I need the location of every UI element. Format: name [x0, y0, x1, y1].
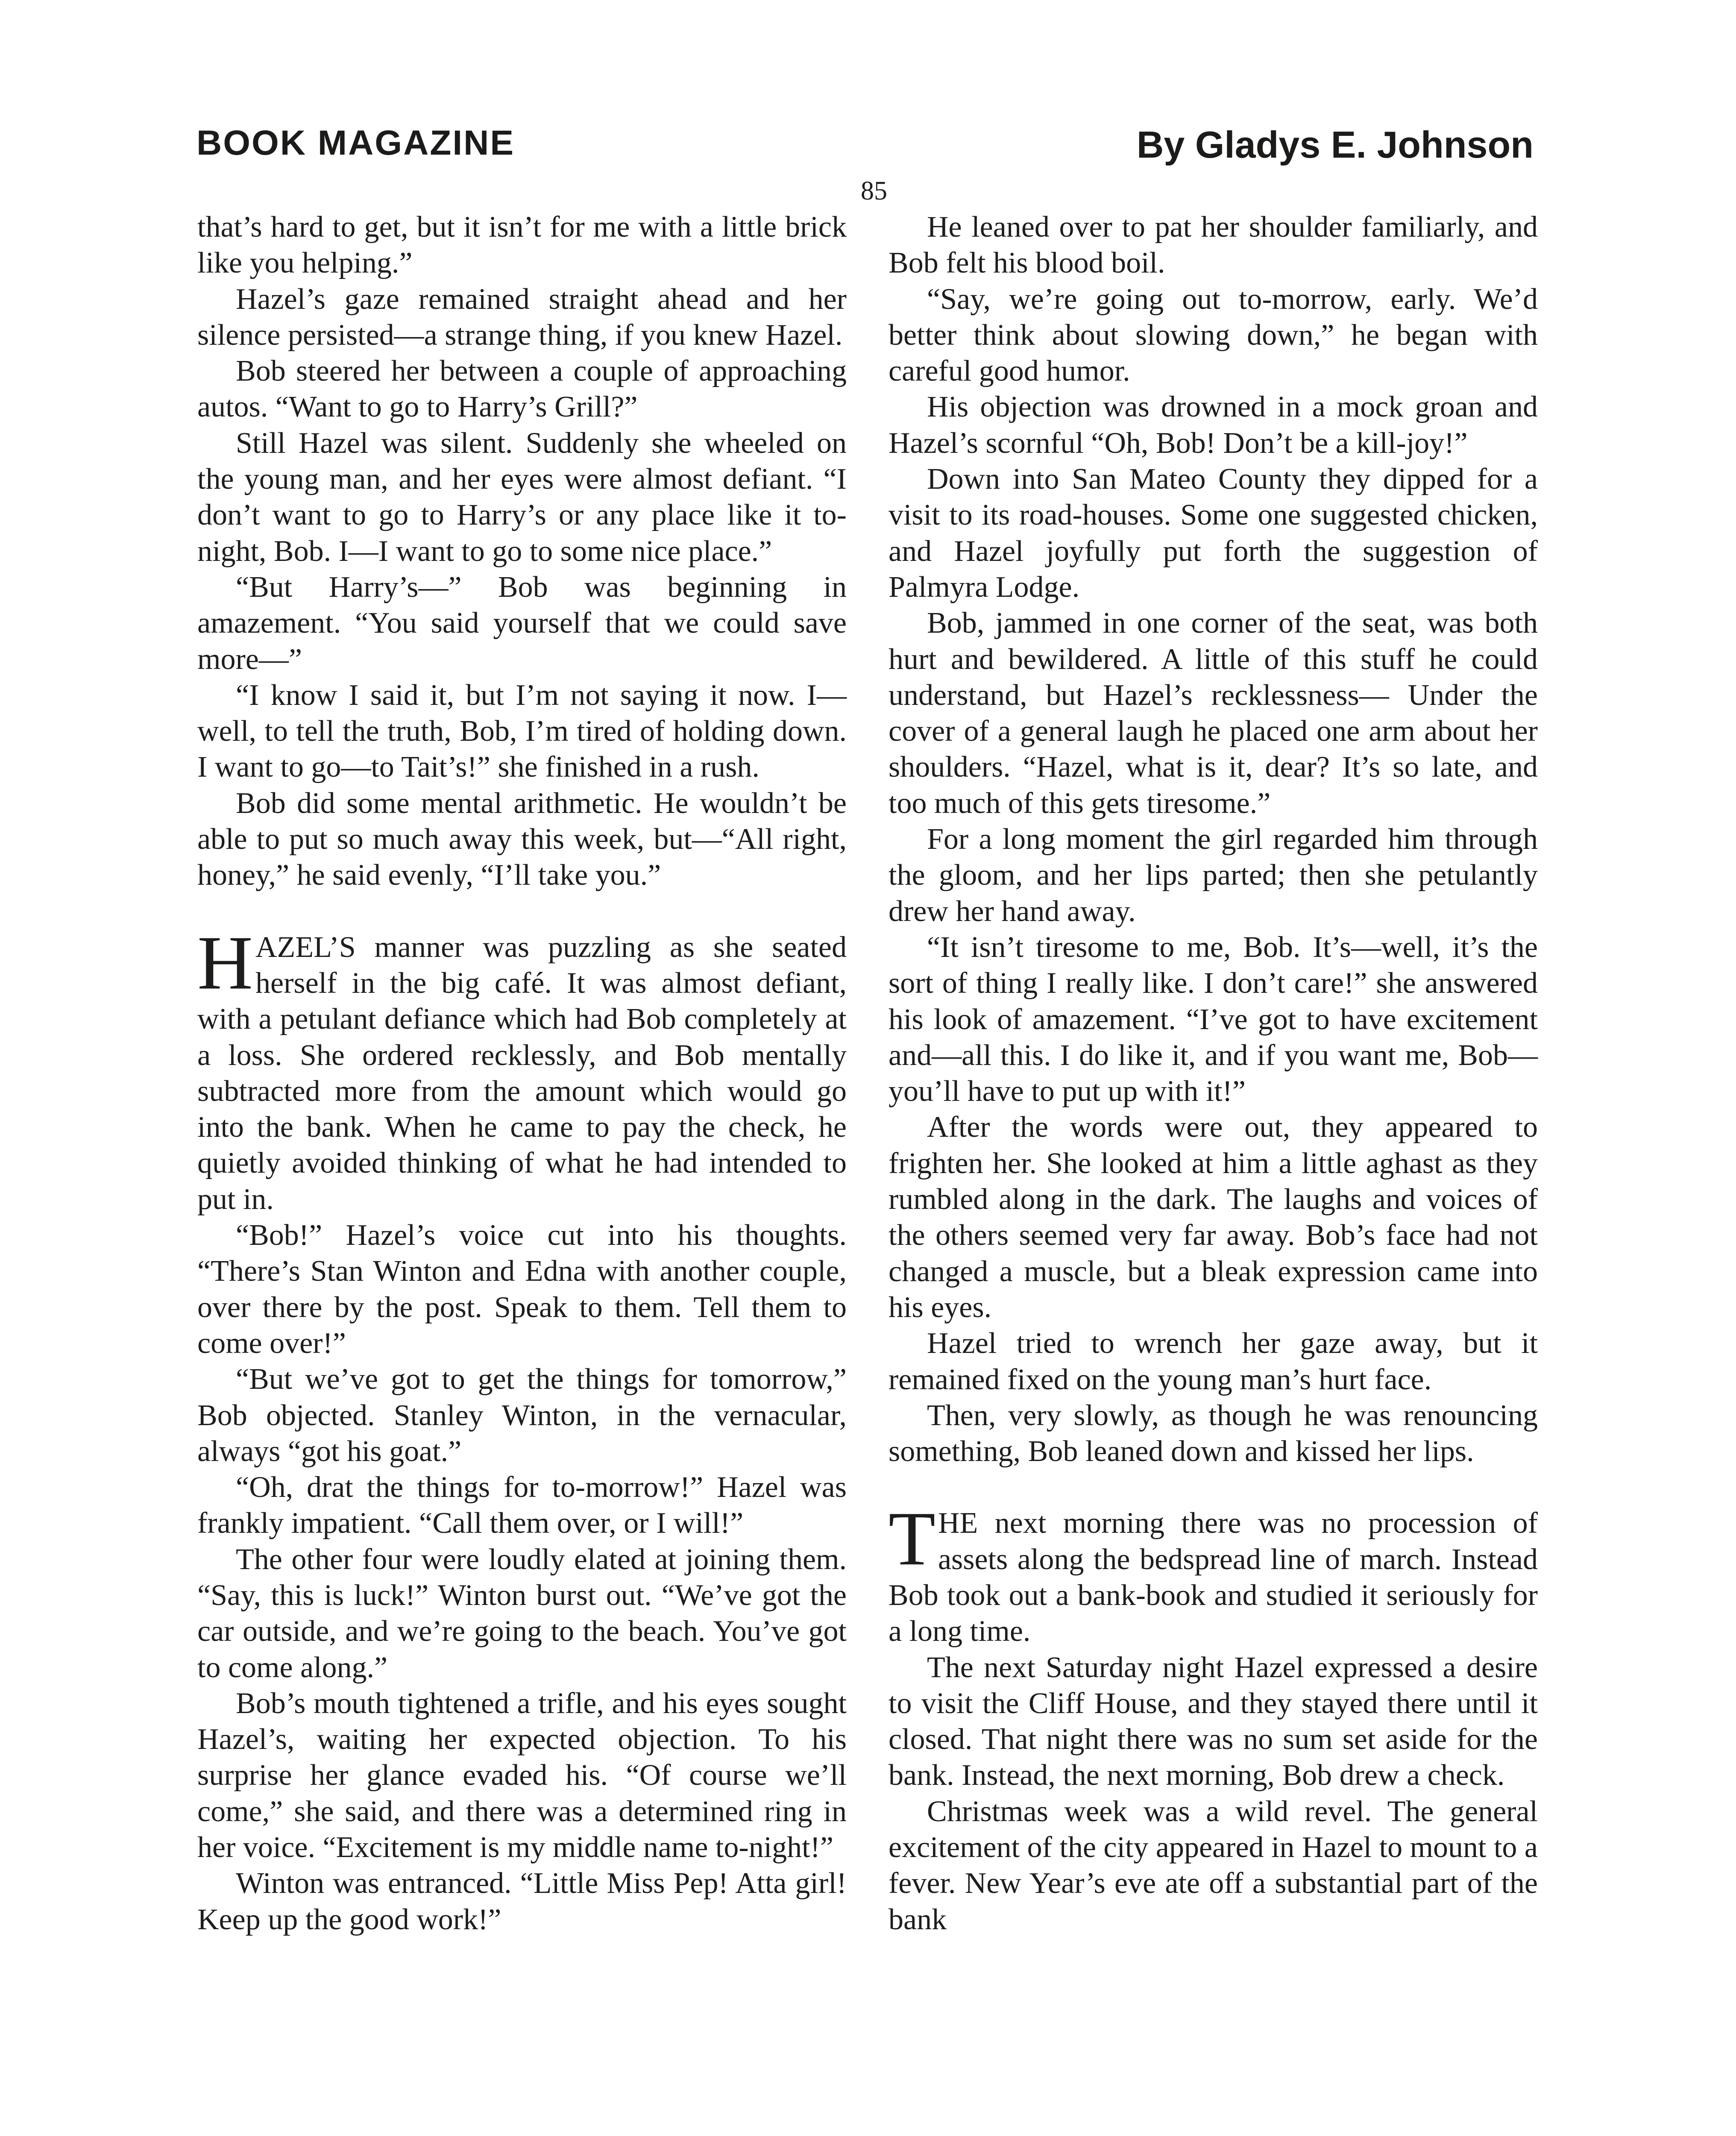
page-number: 85 [861, 176, 887, 205]
magazine-title: BOOK MAGAZINE [196, 123, 515, 162]
drop-cap: T [889, 1496, 935, 1581]
paragraph: He leaned over to pat her shoulder familiarly, and Bob felt his blood boil. [889, 211, 1538, 280]
section-opening-paragraph [889, 1496, 1538, 1649]
drop-cap: H [197, 920, 253, 1005]
right-column [889, 209, 1538, 1938]
left-column [197, 209, 847, 1938]
paragraph: “Say, we’re going out to-morrow, early. We’d better think about slowing down,” he began with careful good humor. [889, 282, 1538, 388]
paragraph: After the words were out, they appeared to frighten her. She looked at him a little aghast as they rumbled along in the dark. The laughs and voices of the others seemed very far away. Bob’s face had not changed a muscle, but a bleak expression came into his eyes. [889, 1111, 1538, 1324]
paragraph-text: HE next morning there was no procession of assets along the bedspread line of march. Instead Bob took out a bank-book and studied it seriously for a long time. [889, 1507, 1538, 1648]
paragraph: Bob did some mental arithmetic. He wouldn’t be able to put so much away this week, but—“All right, honey,” he said evenly, “I’ll take you.” [197, 786, 847, 892]
paragraph: “But Harry’s—” Bob was beginning in amazement. “You said yourself that we could save more—” [197, 570, 847, 676]
paragraph: Bob’s mouth tightened a trifle, and his eyes sought Hazel’s, waiting her expected objection. To his surprise her glance evaded his. “Of course we’ll come,” she said, and there was a determined ring in her voice. “Excitement is my middle name to-night!” [197, 1687, 847, 1864]
paragraph: “But we’ve got to get the things for tomorrow,” Bob objected. Stanley Winton, in the vernacular, always “got his goat.” [197, 1363, 847, 1468]
paragraph: “It isn’t tiresome to me, Bob. It’s—well, it’s the sort of thing I really like. I don’t care!” she answered his look of amazement. “I’ve got to have excitement and—all this. I do like it, and if you want me, Bob—you’ll have to put up with it!” [889, 930, 1538, 1108]
paragraph: Winton was entranced. “Little Miss Pep! Atta girl! Keep up the good work!” [197, 1867, 847, 1936]
paragraph: “Bob!” Hazel’s voice cut into his thoughts. “There’s Stan Winton and Edna with another couple, over there by the post. Speak to them. Tell them to come over!” [197, 1219, 847, 1360]
paragraph: The other four were loudly elated at joining them. “Say, this is luck!” Winton burst out. “We’ve got the car outside, and we’re going to the beach. You’ve got to come along.” [197, 1543, 847, 1684]
author-byline: By Gladys E. Johnson [1136, 123, 1534, 166]
paragraph: Still Hazel was silent. Suddenly she wheeled on the young man, and her eyes were almost defiant. “I don’t want to go to Harry’s or any place like it to-night, Bob. I—I want to go to some nice place.” [197, 426, 847, 568]
paragraph: Down into San Mateo County they dipped for a visit to its road-houses. Some one suggested chicken, and Hazel joyfully put forth the suggestion of Palmyra Lodge. [889, 463, 1538, 604]
paragraph: “Oh, drat the things for to-morrow!” Hazel was frankly impatient. “Call them over, or I will!” [197, 1471, 847, 1540]
paragraph: Hazel tried to wrench her gaze away, but it remained fixed on the young man’s hurt face. [889, 1327, 1538, 1396]
paragraph: Then, very slowly, as though he was renouncing something, Bob leaned down and kissed her lips. [889, 1399, 1538, 1468]
paragraph: His objection was drowned in a mock groan and Hazel’s scornful “Oh, Bob! Don’t be a kill-joy!” [889, 390, 1538, 460]
paragraph: Bob steered her between a couple of approaching autos. “Want to go to Harry’s Grill?” [197, 355, 847, 424]
paragraph: “I know I said it, but I’m not saying it now. I—well, to tell the truth, Bob, I’m tired of holding down. I want to go—to Tait’s!” she finished in a rush. [197, 678, 847, 784]
paragraph: that’s hard to get, but it isn’t for me with a little brick like you helping.” [197, 211, 847, 280]
paragraph: Bob, jammed in one corner of the seat, was both hurt and bewildered. A little of this stuff he could understand, but Hazel’s recklessness— Under the cover of a general laugh he placed one arm about her shoulders. “Hazel, what is it, dear? It’s so late, and too much of this gets tiresome.” [889, 607, 1538, 820]
paragraph-text: AZEL’S manner was puzzling as she seated herself in the big café. It was almost defiant, with a petulant defiance which had Bob completely at a loss. She ordered recklessly, and Bob mentally subtracted more from the amount which would go into the bank. When he came to pay the check, he quietly avoided thinking of what he had intended to put in. [197, 930, 847, 1216]
section-opening-paragraph [197, 920, 847, 1218]
paragraph: Hazel’s gaze remained straight ahead and her silence persisted—a strange thing, if you knew Hazel. [197, 282, 847, 352]
paragraph: The next Saturday night Hazel expressed a desire to visit the Cliff House, and they stayed there until it closed. That night there was no sum set aside for the bank. Instead, the next morning, Bob drew a check. [889, 1651, 1538, 1792]
paragraph: Christmas week was a wild revel. The general excitement of the city appeared in Hazel to mount to a fever. New Year’s eve ate off a substantial part of the bank [889, 1795, 1538, 1936]
paragraph: For a long moment the girl regarded him through the gloom, and her lips parted; then she petulantly drew her hand away. [889, 823, 1538, 928]
